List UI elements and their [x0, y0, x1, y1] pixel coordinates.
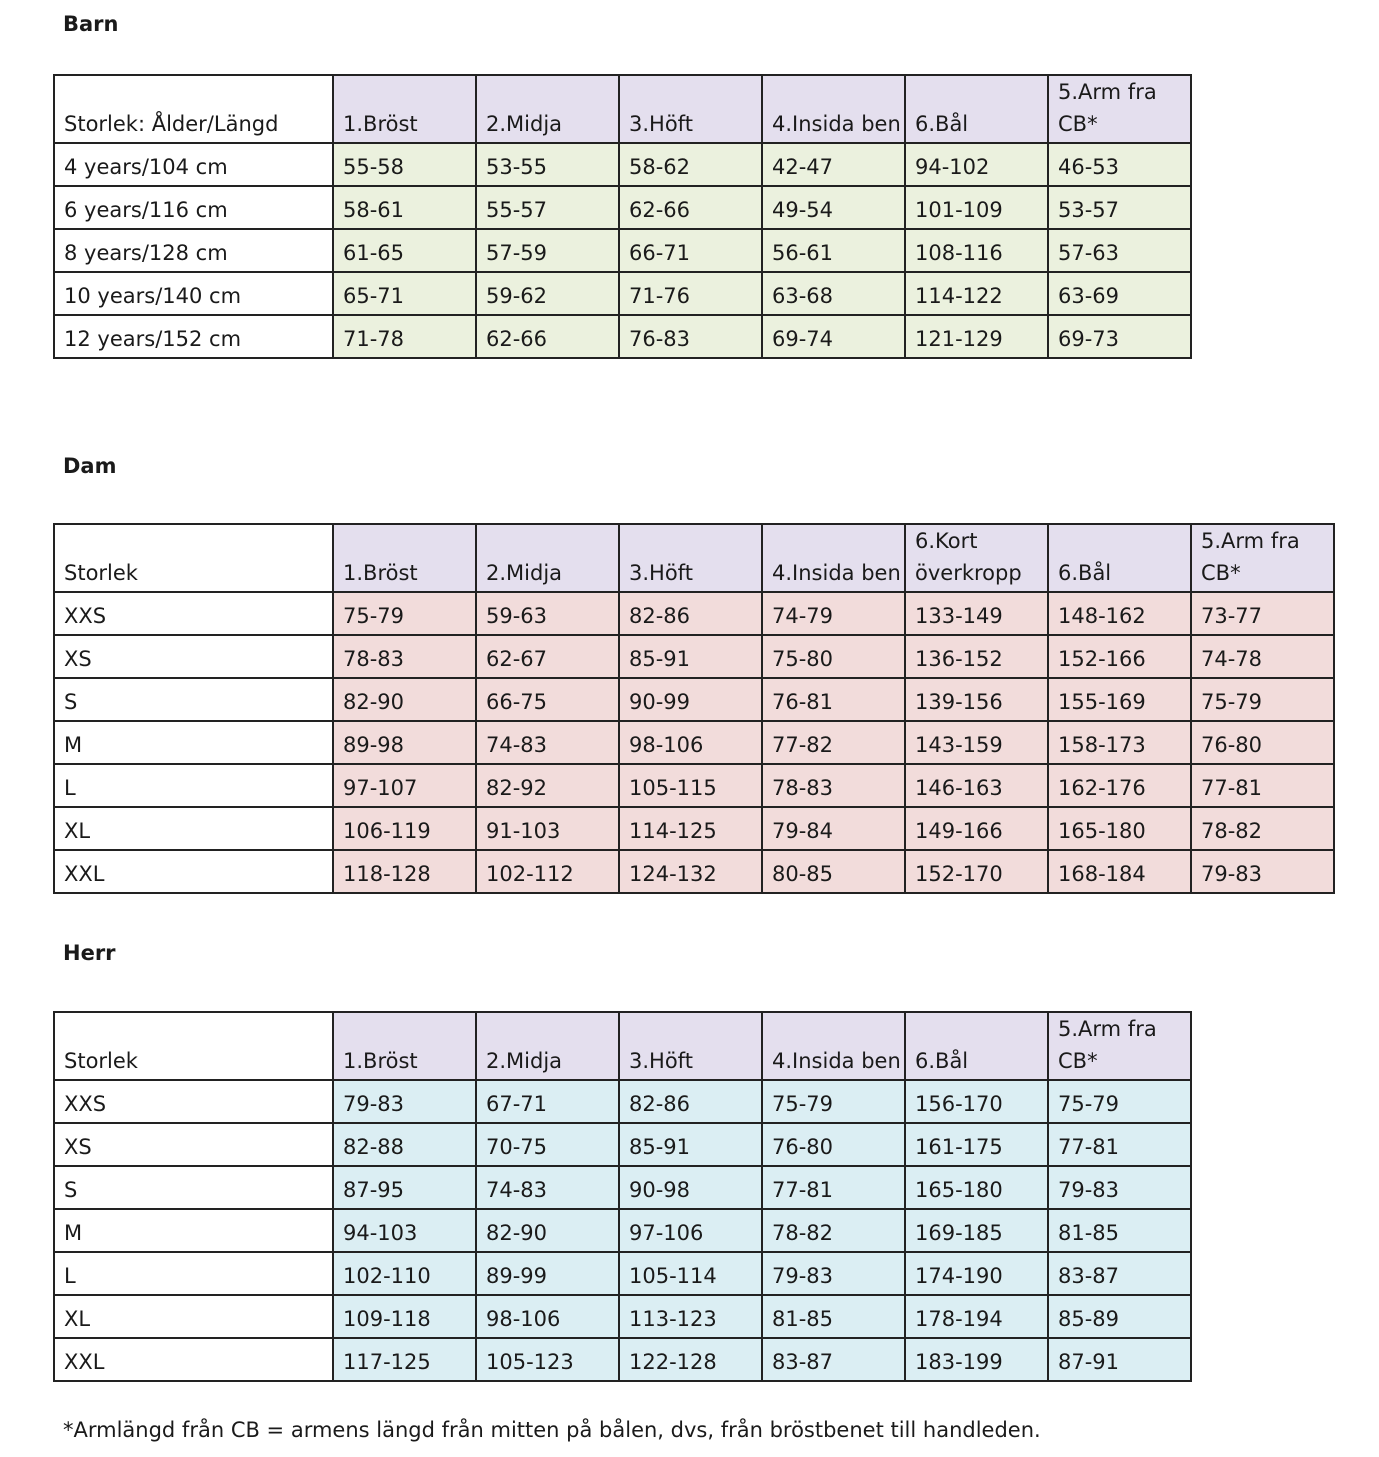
table-row: [54, 592, 1334, 635]
measurement-cell: 102-112: [476, 850, 619, 893]
size-label-cell: XL: [54, 1295, 333, 1338]
measurement-cell: 53-55: [476, 143, 619, 186]
measurement-cell: 174-190: [905, 1252, 1048, 1295]
measurement-cell: 46-53: [1048, 143, 1191, 186]
column-header: 6.Bål: [905, 75, 1048, 143]
measurement-cell: 78-83: [762, 764, 905, 807]
column-header: 4.Insida ben: [762, 1012, 905, 1080]
measurement-cell: 114-122: [905, 272, 1048, 315]
size-label-cell: 4 years/104 cm: [54, 143, 333, 186]
measurement-cell: 79-83: [1191, 850, 1334, 893]
measurement-cell: 155-169: [1048, 678, 1191, 721]
table-row: [54, 678, 1334, 721]
measurement-cell: 66-75: [476, 678, 619, 721]
table-row: [54, 1209, 1191, 1252]
measurement-cell: 161-175: [905, 1123, 1048, 1166]
measurement-cell: 63-69: [1048, 272, 1191, 315]
measurement-cell: 85-89: [1048, 1295, 1191, 1338]
measurement-cell: 169-185: [905, 1209, 1048, 1252]
measurement-cell: 109-118: [333, 1295, 476, 1338]
table-row: [54, 143, 1191, 186]
measurement-cell: 76-83: [619, 315, 762, 358]
measurement-cell: 90-99: [619, 678, 762, 721]
measurement-cell: 152-166: [1048, 635, 1191, 678]
table-row: [54, 186, 1191, 229]
measurement-cell: 49-54: [762, 186, 905, 229]
table-row: [54, 850, 1334, 893]
measurement-cell: 149-166: [905, 807, 1048, 850]
measurement-cell: 178-194: [905, 1295, 1048, 1338]
table-row: [54, 1166, 1191, 1209]
measurement-cell: 183-199: [905, 1338, 1048, 1381]
herr-title: Herr: [63, 941, 116, 965]
measurement-cell: 55-58: [333, 143, 476, 186]
measurement-cell: 77-82: [762, 721, 905, 764]
column-header: 3.Höft: [619, 1012, 762, 1080]
measurement-cell: 85-91: [619, 635, 762, 678]
measurement-cell: 77-81: [762, 1166, 905, 1209]
measurement-cell: 121-129: [905, 315, 1048, 358]
column-header: 2.Midja: [476, 75, 619, 143]
measurement-cell: 105-115: [619, 764, 762, 807]
measurement-cell: 97-107: [333, 764, 476, 807]
measurement-cell: 53-57: [1048, 186, 1191, 229]
measurement-cell: 58-61: [333, 186, 476, 229]
measurement-cell: 89-98: [333, 721, 476, 764]
measurement-cell: 62-66: [619, 186, 762, 229]
table-row: [54, 764, 1334, 807]
measurement-cell: 85-91: [619, 1123, 762, 1166]
measurement-cell: 108-116: [905, 229, 1048, 272]
size-label-cell: 8 years/128 cm: [54, 229, 333, 272]
column-header: 6.Bål: [905, 1012, 1048, 1080]
column-header: 4.Insida ben: [762, 524, 905, 592]
column-header: 2.Midja: [476, 1012, 619, 1080]
measurement-cell: 79-83: [333, 1080, 476, 1123]
measurement-cell: 77-81: [1191, 764, 1334, 807]
measurement-cell: 75-79: [762, 1080, 905, 1123]
measurement-cell: 114-125: [619, 807, 762, 850]
measurement-cell: 143-159: [905, 721, 1048, 764]
measurement-cell: 42-47: [762, 143, 905, 186]
measurement-cell: 79-83: [1048, 1166, 1191, 1209]
measurement-cell: 105-123: [476, 1338, 619, 1381]
table-row: [54, 635, 1334, 678]
column-header: 6.Bål: [1048, 524, 1191, 592]
measurement-cell: 87-91: [1048, 1338, 1191, 1381]
barn-title: Barn: [63, 12, 119, 36]
measurement-cell: 74-79: [762, 592, 905, 635]
measurement-cell: 83-87: [762, 1338, 905, 1381]
measurement-cell: 74-83: [476, 1166, 619, 1209]
column-header: Storlek: Ålder/Längd: [54, 75, 333, 143]
measurement-cell: 75-79: [333, 592, 476, 635]
measurement-cell: 81-85: [762, 1295, 905, 1338]
measurement-cell: 78-82: [762, 1209, 905, 1252]
column-header: 2.Midja: [476, 524, 619, 592]
measurement-cell: 66-71: [619, 229, 762, 272]
measurement-cell: 57-63: [1048, 229, 1191, 272]
measurement-cell: 75-79: [1191, 678, 1334, 721]
measurement-cell: 77-81: [1048, 1123, 1191, 1166]
table-row: [54, 1338, 1191, 1381]
table-row: [54, 1295, 1191, 1338]
measurement-cell: 65-71: [333, 272, 476, 315]
size-label-cell: XXS: [54, 1080, 333, 1123]
column-header: 5.Arm fra CB*: [1048, 75, 1191, 143]
measurement-cell: 71-76: [619, 272, 762, 315]
measurement-cell: 59-62: [476, 272, 619, 315]
herr-size-table: [53, 1011, 1192, 1382]
size-label-cell: XS: [54, 635, 333, 678]
measurement-cell: 76-80: [1191, 721, 1334, 764]
measurement-cell: 139-156: [905, 678, 1048, 721]
measurement-cell: 82-90: [333, 678, 476, 721]
table-row: [54, 229, 1191, 272]
dam-size-table: [53, 523, 1335, 894]
table-row: [54, 315, 1191, 358]
measurement-cell: 165-180: [1048, 807, 1191, 850]
measurement-cell: 79-84: [762, 807, 905, 850]
column-header: Storlek: [54, 524, 333, 592]
measurement-cell: 158-173: [1048, 721, 1191, 764]
size-label-cell: 12 years/152 cm: [54, 315, 333, 358]
measurement-cell: 79-83: [762, 1252, 905, 1295]
measurement-cell: 101-109: [905, 186, 1048, 229]
measurement-cell: 87-95: [333, 1166, 476, 1209]
footnote: *Armlängd från CB = armens längd från mitten på bålen, dvs, från bröstbenet till handleden.: [63, 1418, 1041, 1442]
size-label-cell: S: [54, 678, 333, 721]
measurement-cell: 106-119: [333, 807, 476, 850]
measurement-cell: 97-106: [619, 1209, 762, 1252]
column-header: 5.Arm fra CB*: [1048, 1012, 1191, 1080]
measurement-cell: 59-63: [476, 592, 619, 635]
size-label-cell: XXS: [54, 592, 333, 635]
size-label-cell: L: [54, 764, 333, 807]
measurement-cell: 124-132: [619, 850, 762, 893]
measurement-cell: 76-81: [762, 678, 905, 721]
size-label-cell: 10 years/140 cm: [54, 272, 333, 315]
column-header: 5.Arm fra CB*: [1191, 524, 1334, 592]
measurement-cell: 136-152: [905, 635, 1048, 678]
measurement-cell: 58-62: [619, 143, 762, 186]
measurement-cell: 70-75: [476, 1123, 619, 1166]
measurement-cell: 55-57: [476, 186, 619, 229]
measurement-cell: 102-110: [333, 1252, 476, 1295]
measurement-cell: 82-90: [476, 1209, 619, 1252]
header-row: [54, 75, 1191, 143]
measurement-cell: 113-123: [619, 1295, 762, 1338]
measurement-cell: 82-86: [619, 592, 762, 635]
size-label-cell: XXL: [54, 1338, 333, 1381]
measurement-cell: 78-82: [1191, 807, 1334, 850]
size-label-cell: S: [54, 1166, 333, 1209]
measurement-cell: 98-106: [619, 721, 762, 764]
column-header: 3.Höft: [619, 75, 762, 143]
measurement-cell: 69-73: [1048, 315, 1191, 358]
size-label-cell: XL: [54, 807, 333, 850]
barn-size-table: [53, 74, 1192, 359]
measurement-cell: 76-80: [762, 1123, 905, 1166]
column-header: 4.Insida ben: [762, 75, 905, 143]
measurement-cell: 83-87: [1048, 1252, 1191, 1295]
measurement-cell: 56-61: [762, 229, 905, 272]
measurement-cell: 162-176: [1048, 764, 1191, 807]
measurement-cell: 82-88: [333, 1123, 476, 1166]
size-label-cell: M: [54, 1209, 333, 1252]
table-row: [54, 272, 1191, 315]
measurement-cell: 61-65: [333, 229, 476, 272]
column-header: 1.Bröst: [333, 1012, 476, 1080]
measurement-cell: 62-66: [476, 315, 619, 358]
measurement-cell: 82-92: [476, 764, 619, 807]
measurement-cell: 165-180: [905, 1166, 1048, 1209]
measurement-cell: 118-128: [333, 850, 476, 893]
measurement-cell: 117-125: [333, 1338, 476, 1381]
size-label-cell: 6 years/116 cm: [54, 186, 333, 229]
size-label-cell: XS: [54, 1123, 333, 1166]
measurement-cell: 156-170: [905, 1080, 1048, 1123]
table-row: [54, 1080, 1191, 1123]
measurement-cell: 105-114: [619, 1252, 762, 1295]
dam-title: Dam: [63, 454, 117, 478]
table-row: [54, 807, 1334, 850]
table-row: [54, 1252, 1191, 1295]
column-header: 6.Kort överkropp: [905, 524, 1048, 592]
measurement-cell: 69-74: [762, 315, 905, 358]
column-header: 3.Höft: [619, 524, 762, 592]
measurement-cell: 75-80: [762, 635, 905, 678]
column-header: 1.Bröst: [333, 75, 476, 143]
measurement-cell: 62-67: [476, 635, 619, 678]
measurement-cell: 89-99: [476, 1252, 619, 1295]
measurement-cell: 122-128: [619, 1338, 762, 1381]
measurement-cell: 73-77: [1191, 592, 1334, 635]
measurement-cell: 94-103: [333, 1209, 476, 1252]
size-label-cell: M: [54, 721, 333, 764]
measurement-cell: 146-163: [905, 764, 1048, 807]
measurement-cell: 133-149: [905, 592, 1048, 635]
table-row: [54, 1123, 1191, 1166]
measurement-cell: 67-71: [476, 1080, 619, 1123]
measurement-cell: 148-162: [1048, 592, 1191, 635]
measurement-cell: 63-68: [762, 272, 905, 315]
measurement-cell: 152-170: [905, 850, 1048, 893]
measurement-cell: 98-106: [476, 1295, 619, 1338]
measurement-cell: 57-59: [476, 229, 619, 272]
header-row: [54, 1012, 1191, 1080]
measurement-cell: 71-78: [333, 315, 476, 358]
measurement-cell: 75-79: [1048, 1080, 1191, 1123]
column-header: 1.Bröst: [333, 524, 476, 592]
measurement-cell: 81-85: [1048, 1209, 1191, 1252]
measurement-cell: 82-86: [619, 1080, 762, 1123]
measurement-cell: 80-85: [762, 850, 905, 893]
measurement-cell: 94-102: [905, 143, 1048, 186]
measurement-cell: 90-98: [619, 1166, 762, 1209]
table-row: [54, 721, 1334, 764]
column-header: Storlek: [54, 1012, 333, 1080]
measurement-cell: 78-83: [333, 635, 476, 678]
size-label-cell: L: [54, 1252, 333, 1295]
size-label-cell: XXL: [54, 850, 333, 893]
measurement-cell: 74-83: [476, 721, 619, 764]
header-row: [54, 524, 1334, 592]
measurement-cell: 74-78: [1191, 635, 1334, 678]
measurement-cell: 168-184: [1048, 850, 1191, 893]
measurement-cell: 91-103: [476, 807, 619, 850]
